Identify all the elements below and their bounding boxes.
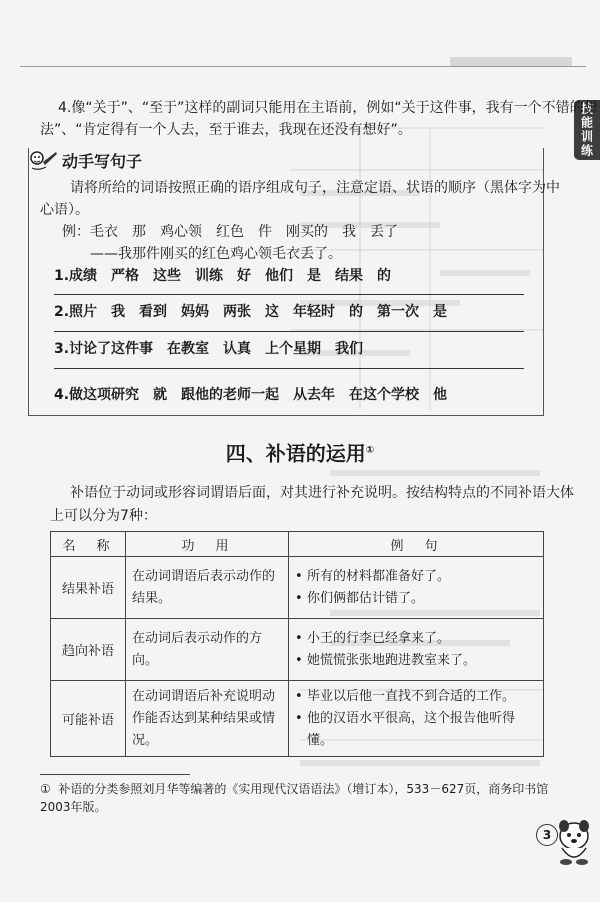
side-tab: 技能训练 <box>574 100 600 160</box>
example-item: • 你们俩都估计错了。 <box>295 588 537 610</box>
exercise-item-4: 4.做这项研究 就 跟他的老师一起 从去年 在这个学校 他 <box>54 387 448 403</box>
footnote-text: 补语的分类参照刘月华等编著的《实用现代汉语语法》（增订本），533－627页，商务印书馆 2003年版。 <box>40 782 549 814</box>
example-item: • 他的汉语水平很高，这个报告他听得懂。 <box>295 708 537 752</box>
exercise-item-2: 2.照片 我 看到 妈妈 两张 这 年轻时 的 第一次 是 <box>54 304 448 320</box>
page-number: 3 <box>536 824 558 846</box>
note-4-line-1: 4.像“关于”、“至于”这样的副词只能用在主语前，例如“关于这件事，我有一个不错的想 <box>58 100 598 116</box>
row-name: 结果补语 <box>51 557 126 619</box>
example-text: 她慌慌张张地跑进教室来了。 <box>307 652 477 668</box>
section-title-text: 四、补语的运用 <box>225 441 366 466</box>
example-item: • 毕业以后他一直找不到合适的工作。 <box>295 686 537 708</box>
exercise-title: 动手写句子 <box>62 151 143 171</box>
section-intro-line-2: 上可以分为7种： <box>50 508 157 524</box>
example-words: 例：毛衣 那 鸡心领 红色 件 刚买的 我 丢了 <box>62 224 398 240</box>
section-title-footnote-mark: ① <box>365 445 375 456</box>
header-rule <box>20 66 586 67</box>
pen-mascot-icon <box>28 148 58 172</box>
footnote-rule <box>40 774 190 775</box>
example-item: • 所有的材料都准备好了。 <box>295 566 537 588</box>
row-name: 趋向补语 <box>51 619 126 681</box>
table-header-row <box>51 532 544 557</box>
answer-line-1 <box>54 294 524 295</box>
example-text: 你们俩都估计错了。 <box>307 590 425 606</box>
example-text: 所有的材料都准备好了。 <box>307 568 451 584</box>
exercise-item-3: 3.讨论了这件事 在教室 认真 上个星期 我们 <box>54 341 364 357</box>
exercise-heading <box>28 148 142 172</box>
exercise-item-1: 1.成绩 严格 这些 训练 好 他们 是 结果 的 <box>54 268 392 284</box>
header-example: 例 句 <box>289 532 544 557</box>
header-name: 名 称 <box>51 532 126 557</box>
section-intro-line-1: 补语位于动词或形容词谓语后面，对其进行补充说明。按结构特点的不同补语大体 <box>70 485 574 501</box>
answer-line-2 <box>54 331 524 332</box>
exercise-instruction-line-2: 心语）。 <box>40 202 89 218</box>
cartoon-mascot-icon <box>550 816 594 868</box>
answer-line-3 <box>54 368 524 369</box>
row-examples <box>289 681 544 757</box>
row-examples <box>289 557 544 619</box>
header-function: 功 用 <box>126 532 289 557</box>
row-name: 可能补语 <box>51 681 126 757</box>
table-row <box>51 557 544 619</box>
example-answer: ——我那件刚买的红色鸡心领毛衣丢了。 <box>90 246 342 262</box>
exercise-instruction-line-1: 请将所给的词语按照正确的语序组成句子，注意定语、状语的顺序（黑体字为中 <box>70 180 560 196</box>
section-title <box>0 437 600 468</box>
table-row <box>51 681 544 757</box>
note-4-line-2: 法”、“肯定得有一个人去，至于谁去，我现在还没有想好”。 <box>40 122 412 138</box>
example-text: 他的汉语水平很高，这个报告他听得懂。 <box>307 710 516 748</box>
row-examples <box>289 619 544 681</box>
row-function: 在动词后表示动作的方向。 <box>126 619 289 681</box>
example-text: 小王的行李已经拿来了。 <box>307 630 451 646</box>
row-function: 在动词谓语后补充说明动作能否达到某种结果或情况。 <box>126 681 289 757</box>
row-function: 在动词谓语后表示动作的结果。 <box>126 557 289 619</box>
example-item: • 小王的行李已经拿来了。 <box>295 628 537 650</box>
example-text: 毕业以后他一直找不到合适的工作。 <box>307 688 516 704</box>
table-row <box>51 619 544 681</box>
complement-table <box>50 531 544 757</box>
footnote-mark: ① <box>40 782 51 796</box>
example-item: • 她慌慌张张地跑进教室来了。 <box>295 650 537 672</box>
footnote <box>40 780 560 816</box>
